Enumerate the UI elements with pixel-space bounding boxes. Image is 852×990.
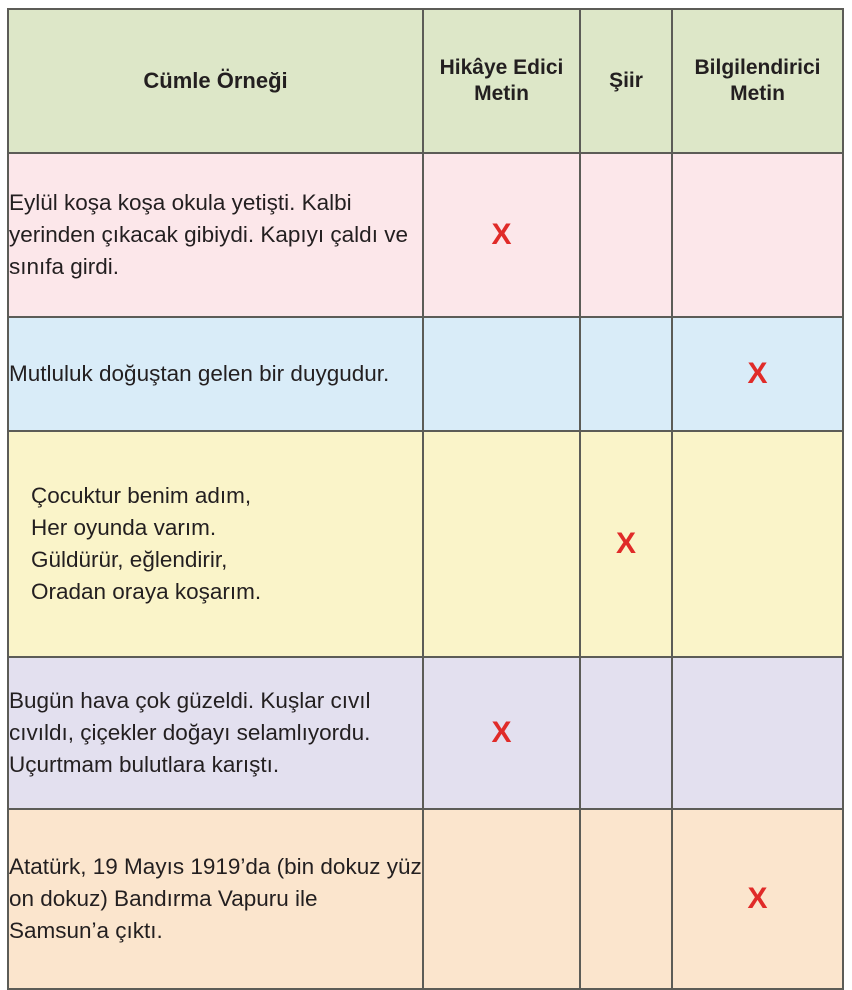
sentence-text: Mutluluk doğuştan gelen bir duygudur. — [9, 361, 390, 387]
x-mark: X — [491, 218, 512, 251]
table-body — [8, 153, 843, 989]
mark-cell-narrative[interactable] — [423, 657, 580, 809]
mark-cell-poem[interactable] — [580, 809, 672, 989]
mark-cell-poem[interactable] — [580, 153, 672, 317]
poem-line: Her oyunda varım. — [31, 515, 217, 541]
x-mark: X — [747, 357, 768, 390]
table-row — [8, 809, 843, 989]
mark-cell-narrative[interactable] — [423, 809, 580, 989]
sentence-cell — [8, 153, 423, 317]
mark-cell-narrative[interactable] — [423, 153, 580, 317]
mark-cell-narrative[interactable] — [423, 431, 580, 657]
poem-line: Çocuktur benim adım, — [31, 483, 252, 509]
mark-cell-info[interactable] — [672, 809, 843, 989]
sentence-text: Atatürk, 19 Mayıs 1919’da (bin dokuz yüz on dokuz) Bandırma Vapuru ile Samsun’a çıktı. — [9, 854, 422, 943]
sentence-cell — [8, 317, 423, 431]
column-header-poem: Şiir — [580, 9, 672, 153]
column-header-sentence: Cümle Örneği — [8, 9, 423, 153]
x-mark: X — [747, 882, 768, 915]
poem-line: Güldürür, eğlendirir, — [31, 547, 228, 572]
sentence-text: Eylül koşa koşa okula yetişti. Kalbi yerinden çıkacak gibiydi. Kapıyı çaldı ve sınıfa girdi. — [9, 190, 408, 279]
sentence-text: Bugün hava çok güzeldi. Kuşlar cıvıl cıvıldı, çiçekler doğayı selamlıyordu. Uçurtmam bulutlara karıştı. — [9, 688, 371, 777]
mark-cell-narrative[interactable] — [423, 317, 580, 431]
x-mark: X — [615, 527, 636, 560]
mark-cell-poem[interactable] — [580, 317, 672, 431]
poem-line: Oradan oraya koşarım. — [31, 578, 262, 604]
sentence-cell — [8, 809, 423, 989]
sentence-cell — [8, 657, 423, 809]
mark-cell-info[interactable] — [672, 153, 843, 317]
mark-cell-info[interactable] — [672, 317, 843, 431]
mark-cell-info[interactable] — [672, 431, 843, 657]
text-type-classification-table — [7, 8, 844, 990]
table-row — [8, 431, 843, 657]
mark-cell-poem[interactable] — [580, 657, 672, 809]
mark-cell-poem[interactable] — [580, 431, 672, 657]
table-header-row — [8, 9, 843, 153]
mark-cell-info[interactable] — [672, 657, 843, 809]
poem-text — [9, 480, 422, 608]
table-row — [8, 153, 843, 317]
table-row — [8, 317, 843, 431]
sentence-cell — [8, 431, 423, 657]
column-header-narrative: Hikâye Edici Metin — [423, 9, 580, 153]
x-mark: X — [491, 716, 512, 749]
table-row — [8, 657, 843, 809]
column-header-info: Bilgilendirici Metin — [672, 9, 843, 153]
